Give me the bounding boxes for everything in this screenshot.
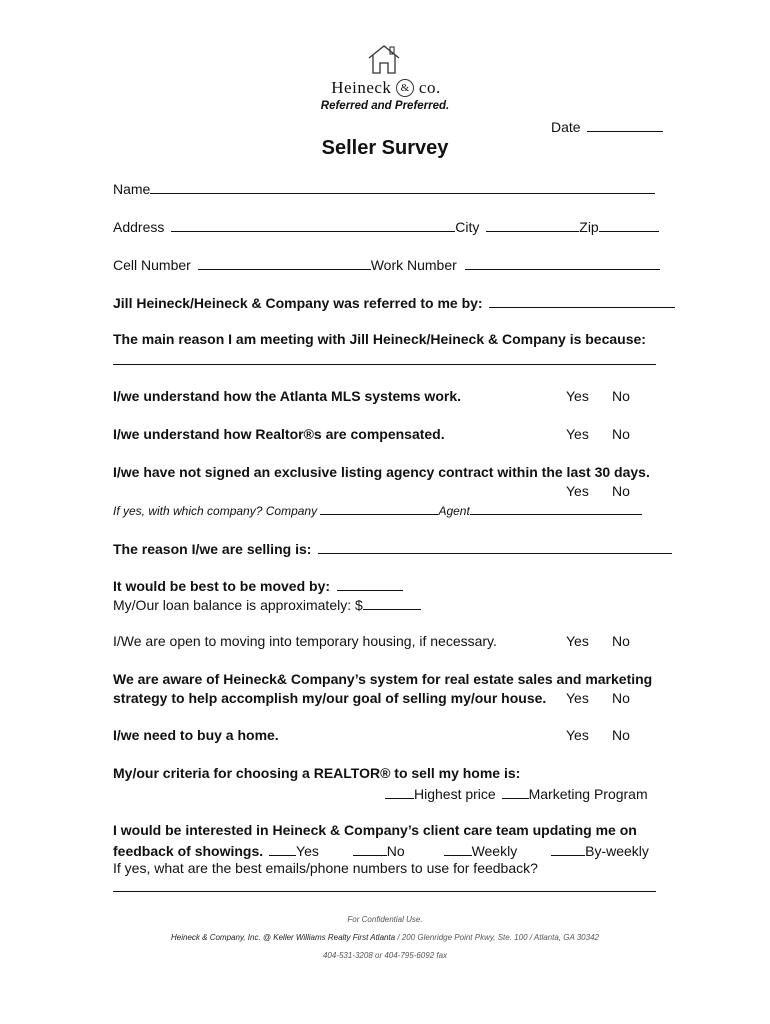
feedback-contact-answer-line[interactable] [113, 891, 656, 892]
feedback-yes-option: Yes [296, 843, 319, 859]
marketing-program-option: Marketing Program [528, 786, 648, 802]
buy-home-yes-option[interactable]: Yes [566, 727, 589, 743]
contract-yes-option[interactable]: Yes [566, 483, 589, 499]
contract-question: I/we have not signed an exclusive listing agency contract within the last 30 days. [113, 464, 650, 480]
marketing-awareness-question-line2: strategy to help accomplish my/our goal of selling my/our house. [113, 690, 547, 706]
main-reason-question: The main reason I am meeting with Jill Heineck/Heineck & Company is because: [113, 331, 646, 347]
feedback-weekly-option: Weekly [471, 843, 518, 859]
criteria-options[interactable] [385, 784, 648, 802]
temp-housing-question: I/We are open to moving into temporary housing, if necessary. [113, 633, 497, 649]
move-date-field[interactable]: It would be best to be moved by: [113, 576, 403, 594]
date-label: Date [551, 119, 581, 135]
realtor-yes-option[interactable]: Yes [566, 426, 589, 442]
footer-confidential: For Confidential Use. [347, 915, 423, 924]
phone-row[interactable]: Cell Number Work Number [113, 255, 660, 273]
date-field[interactable] [551, 117, 663, 135]
brand-ampersand: & [396, 79, 414, 97]
main-reason-answer-line[interactable] [113, 364, 656, 365]
highest-price-option: Highest price [414, 786, 496, 802]
referred-by-field[interactable]: Jill Heineck/Heineck & Company was referred to me by: [113, 293, 675, 311]
feedback-contact-question: If yes, what are the best emails/phone numbers to use for feedback? [113, 860, 538, 876]
buy-home-question: I/we need to buy a home. [113, 727, 279, 743]
buy-home-no-option[interactable]: No [612, 727, 630, 743]
selling-reason-field[interactable]: The reason I/we are selling is: [113, 539, 672, 557]
client-care-question-line1: I would be interested in Heineck & Company’s client care team updating me on [113, 822, 637, 838]
feedback-biweekly-option: By-weekly [585, 843, 649, 859]
name-field[interactable]: Name [113, 179, 655, 197]
realtor-compensation-question: I/we understand how Realtor®s are compensated. [113, 426, 445, 442]
loan-balance-field[interactable]: My/Our loan balance is approximately: $ [113, 595, 421, 613]
footer-phone: 404-531-3208 or 404-795-6092 fax [322, 951, 448, 960]
address-row[interactable]: Address City Zip [113, 217, 659, 235]
realtor-no-option[interactable]: No [612, 426, 630, 442]
temp-housing-no-option[interactable]: No [612, 633, 630, 649]
footer-company: Heineck & Company, Inc. @ Keller Williams Realty First Atlanta / 200 Glenridge Point Pkwy, Ste. 100 / Atlanta, GA 30342 [171, 933, 599, 942]
other-company-field[interactable]: If yes, with which company? Company Agent [113, 502, 642, 518]
awareness-no-option[interactable]: No [612, 690, 630, 706]
mls-yes-option[interactable]: Yes [566, 388, 589, 404]
house-logo-icon [366, 44, 402, 76]
mls-no-option[interactable]: No [612, 388, 630, 404]
page-title: Seller Survey [321, 137, 449, 159]
mls-question: I/we understand how the Atlanta MLS systems work. [113, 388, 461, 404]
feedback-no-option: No [386, 843, 405, 859]
awareness-yes-option[interactable]: Yes [566, 690, 589, 706]
marketing-awareness-question-line1: We are aware of Heineck& Company’s system for real estate sales and marketing [113, 671, 653, 687]
tagline: Referred and Preferred. [320, 100, 450, 112]
criteria-question: My/our criteria for choosing a REALTOR® to sell my home is: [113, 765, 521, 781]
temp-housing-yes-option[interactable]: Yes [566, 633, 589, 649]
client-care-options[interactable]: feedback of showings. Yes No Weekly By-weekly [113, 843, 649, 859]
contract-no-option[interactable]: No [612, 483, 630, 499]
brand-logo-text: Heineck & co. [331, 78, 441, 97]
